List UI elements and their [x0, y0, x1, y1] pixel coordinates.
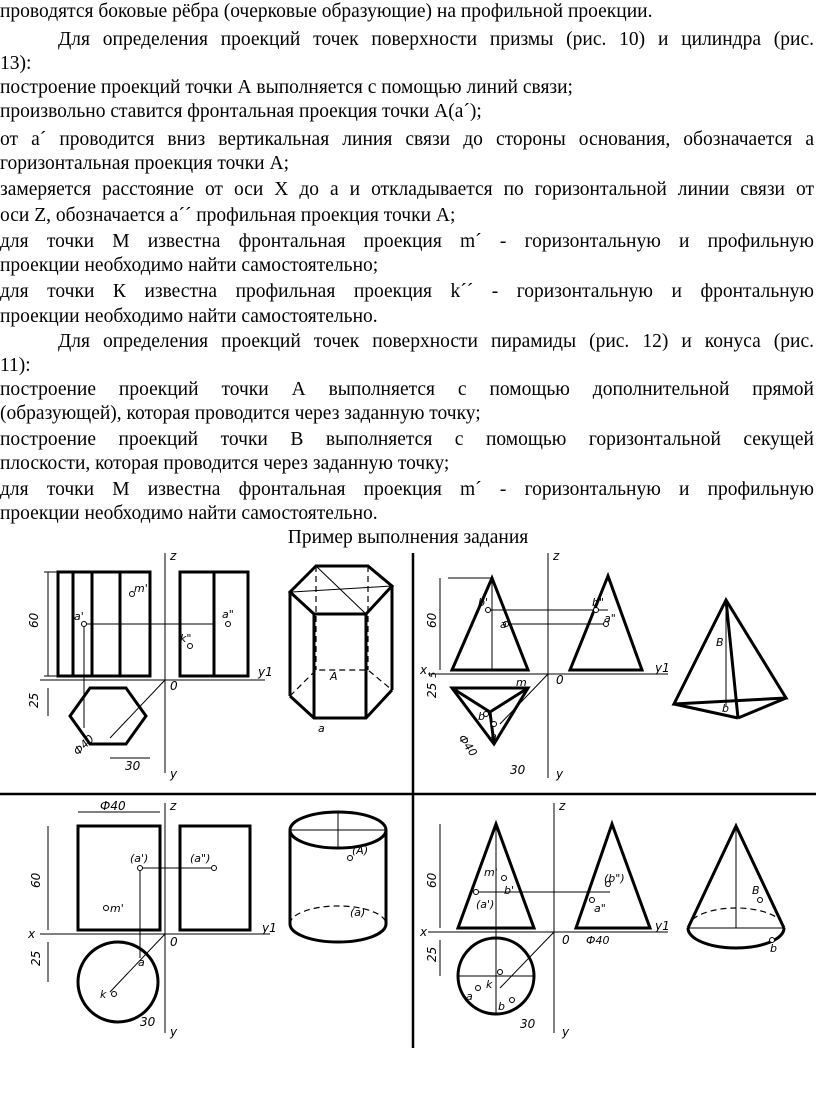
text-line: от а´ проводится вниз вертикальная линия связи до стороны основания, обозначается а	[0, 129, 814, 150]
text-line: для точки М известна фронтальная проекция m´ - горизонтальную и профильную	[0, 479, 814, 500]
text-line: Для определения проекций точек поверхности пирамиды (рис. 12) и конуса (рис.	[58, 331, 814, 352]
point-label: k"	[180, 632, 192, 645]
axis-label: y1	[655, 919, 670, 933]
dim-label: 30	[520, 1017, 536, 1031]
text-line: построение проекций точки В выполняется с помощью горизонтальной секущей	[0, 429, 814, 450]
dim-label: Ф40	[586, 934, 610, 947]
point-label: B	[716, 636, 724, 649]
axis-label: 0	[562, 933, 570, 947]
dim-label: 60	[425, 612, 439, 628]
text-line: Для определения проекций точек поверхности призмы (рис. 10) и цилиндра (рис.	[58, 29, 814, 50]
point-label: (b")	[604, 872, 625, 885]
axis-label: y	[556, 767, 564, 781]
point-label: a'	[74, 610, 84, 623]
point-label: a"	[604, 612, 616, 625]
dim-label: 5	[428, 671, 439, 678]
cylinder-drawing	[27, 799, 277, 1039]
text-line: плоскости, которая проводится через заданную точку;	[0, 453, 450, 474]
pyramid-drawing	[419, 549, 670, 781]
text-line: произвольно ставится фронтальная проекция точки А(а´);	[0, 101, 482, 122]
axis-label: y	[170, 767, 178, 781]
axis-label: x	[28, 927, 36, 941]
text-line: горизонтальная проекция точки А;	[0, 153, 289, 174]
point-label: b	[478, 710, 485, 723]
text-line: (образующей), которая проводится через заданную точку;	[0, 403, 481, 424]
axis-label: y1	[655, 661, 670, 675]
text-line: замеряется расстояние от оси Х до а и откладывается по горизонтальной линии связи от	[0, 179, 814, 200]
axis-label: y	[170, 1025, 178, 1039]
point-label: (A)	[352, 844, 369, 857]
point-label: (a")	[190, 852, 211, 865]
dim-label: 25	[29, 950, 43, 966]
point-label: A	[330, 670, 338, 683]
point-label: m'	[110, 902, 124, 915]
point-label: m	[516, 676, 527, 689]
axis-label: z	[170, 549, 177, 563]
dim-label: 30	[140, 1015, 156, 1029]
point-label: b	[722, 702, 729, 715]
point-label: a	[466, 990, 473, 1003]
technical-drawing	[0, 548, 816, 1108]
figure-caption: Пример выполнения задания	[287, 527, 529, 548]
point-label: m'	[484, 866, 498, 879]
text-line: для точки М известна фронтальная проекция m´ - горизонтальную и профильную	[0, 231, 814, 252]
dim-label: 25	[27, 692, 41, 708]
text-line: проекции необходимо найти самостоятельно.	[0, 503, 378, 524]
axis-label: z	[559, 799, 566, 813]
axis-label: 0	[170, 679, 178, 693]
axis-label: y	[562, 1025, 570, 1039]
text-line: построение проекций точки А выполняется с помощью линий связи;	[0, 77, 573, 98]
point-label: a"	[594, 902, 606, 915]
cylinder-isometric	[290, 812, 386, 942]
point-label: a"	[222, 608, 234, 621]
point-label: a	[138, 956, 145, 969]
dim-label: 30	[510, 763, 526, 777]
text-line: 13):	[0, 53, 32, 74]
axis-label: y1	[262, 921, 277, 935]
axis-label: 0	[170, 935, 178, 949]
dim-label: 25	[425, 946, 439, 962]
pyramid-isometric	[674, 600, 786, 718]
dim-label: Ф40	[100, 799, 126, 813]
cone-isometric	[688, 826, 784, 955]
text-line: оси Z, обозначается а´´ профильная проекция точки А;	[0, 205, 456, 226]
point-label: (a')	[130, 852, 149, 865]
point-label: b'	[478, 596, 489, 609]
dim-label: 60	[27, 612, 41, 628]
cone-drawing	[419, 799, 670, 1039]
dim-label: Ф40	[455, 732, 480, 759]
axis-label: y1	[258, 665, 273, 679]
dim-label: Ф40	[70, 732, 97, 759]
point-label: B	[752, 884, 760, 897]
dim-label: 60	[29, 872, 43, 888]
point-label: (a')	[476, 898, 495, 911]
point-label: b	[770, 942, 777, 955]
dim-label: 60	[425, 872, 439, 888]
axis-label: 0	[556, 673, 564, 687]
point-label: (a)	[350, 906, 366, 919]
axis-label: z	[170, 799, 177, 813]
text-line: проекции необходимо найти самостоятельно.	[0, 306, 378, 327]
point-label: a	[490, 730, 497, 743]
point-label: b	[498, 1000, 505, 1013]
text-line: проводятся боковые рёбра (очерковые образующие) на профильной проекции.	[0, 1, 653, 22]
point-label: a'	[500, 618, 510, 631]
axis-label: z	[553, 549, 560, 563]
point-label: a	[318, 722, 325, 735]
text-line: для точки К известна профильная проекция k´´ - горизонтальную и фронтальную	[0, 281, 814, 302]
point-label: k	[486, 978, 493, 991]
text-line: 11):	[0, 355, 31, 376]
point-label: k	[100, 988, 107, 1001]
text-line: проекции необходимо найти самостоятельно;	[0, 255, 379, 276]
text-line: построение проекций точки А выполняется с помощью дополнительной прямой	[0, 379, 814, 400]
axis-label: x	[420, 925, 428, 939]
dim-label: 25	[425, 682, 439, 698]
point-label: b"	[592, 596, 605, 609]
axis-label: x	[420, 663, 428, 677]
prism-isometric	[290, 566, 392, 735]
point-label: b'	[504, 884, 515, 897]
dim-label: 30	[125, 759, 141, 773]
prism-drawing	[27, 549, 273, 781]
point-label: m'	[134, 582, 148, 595]
